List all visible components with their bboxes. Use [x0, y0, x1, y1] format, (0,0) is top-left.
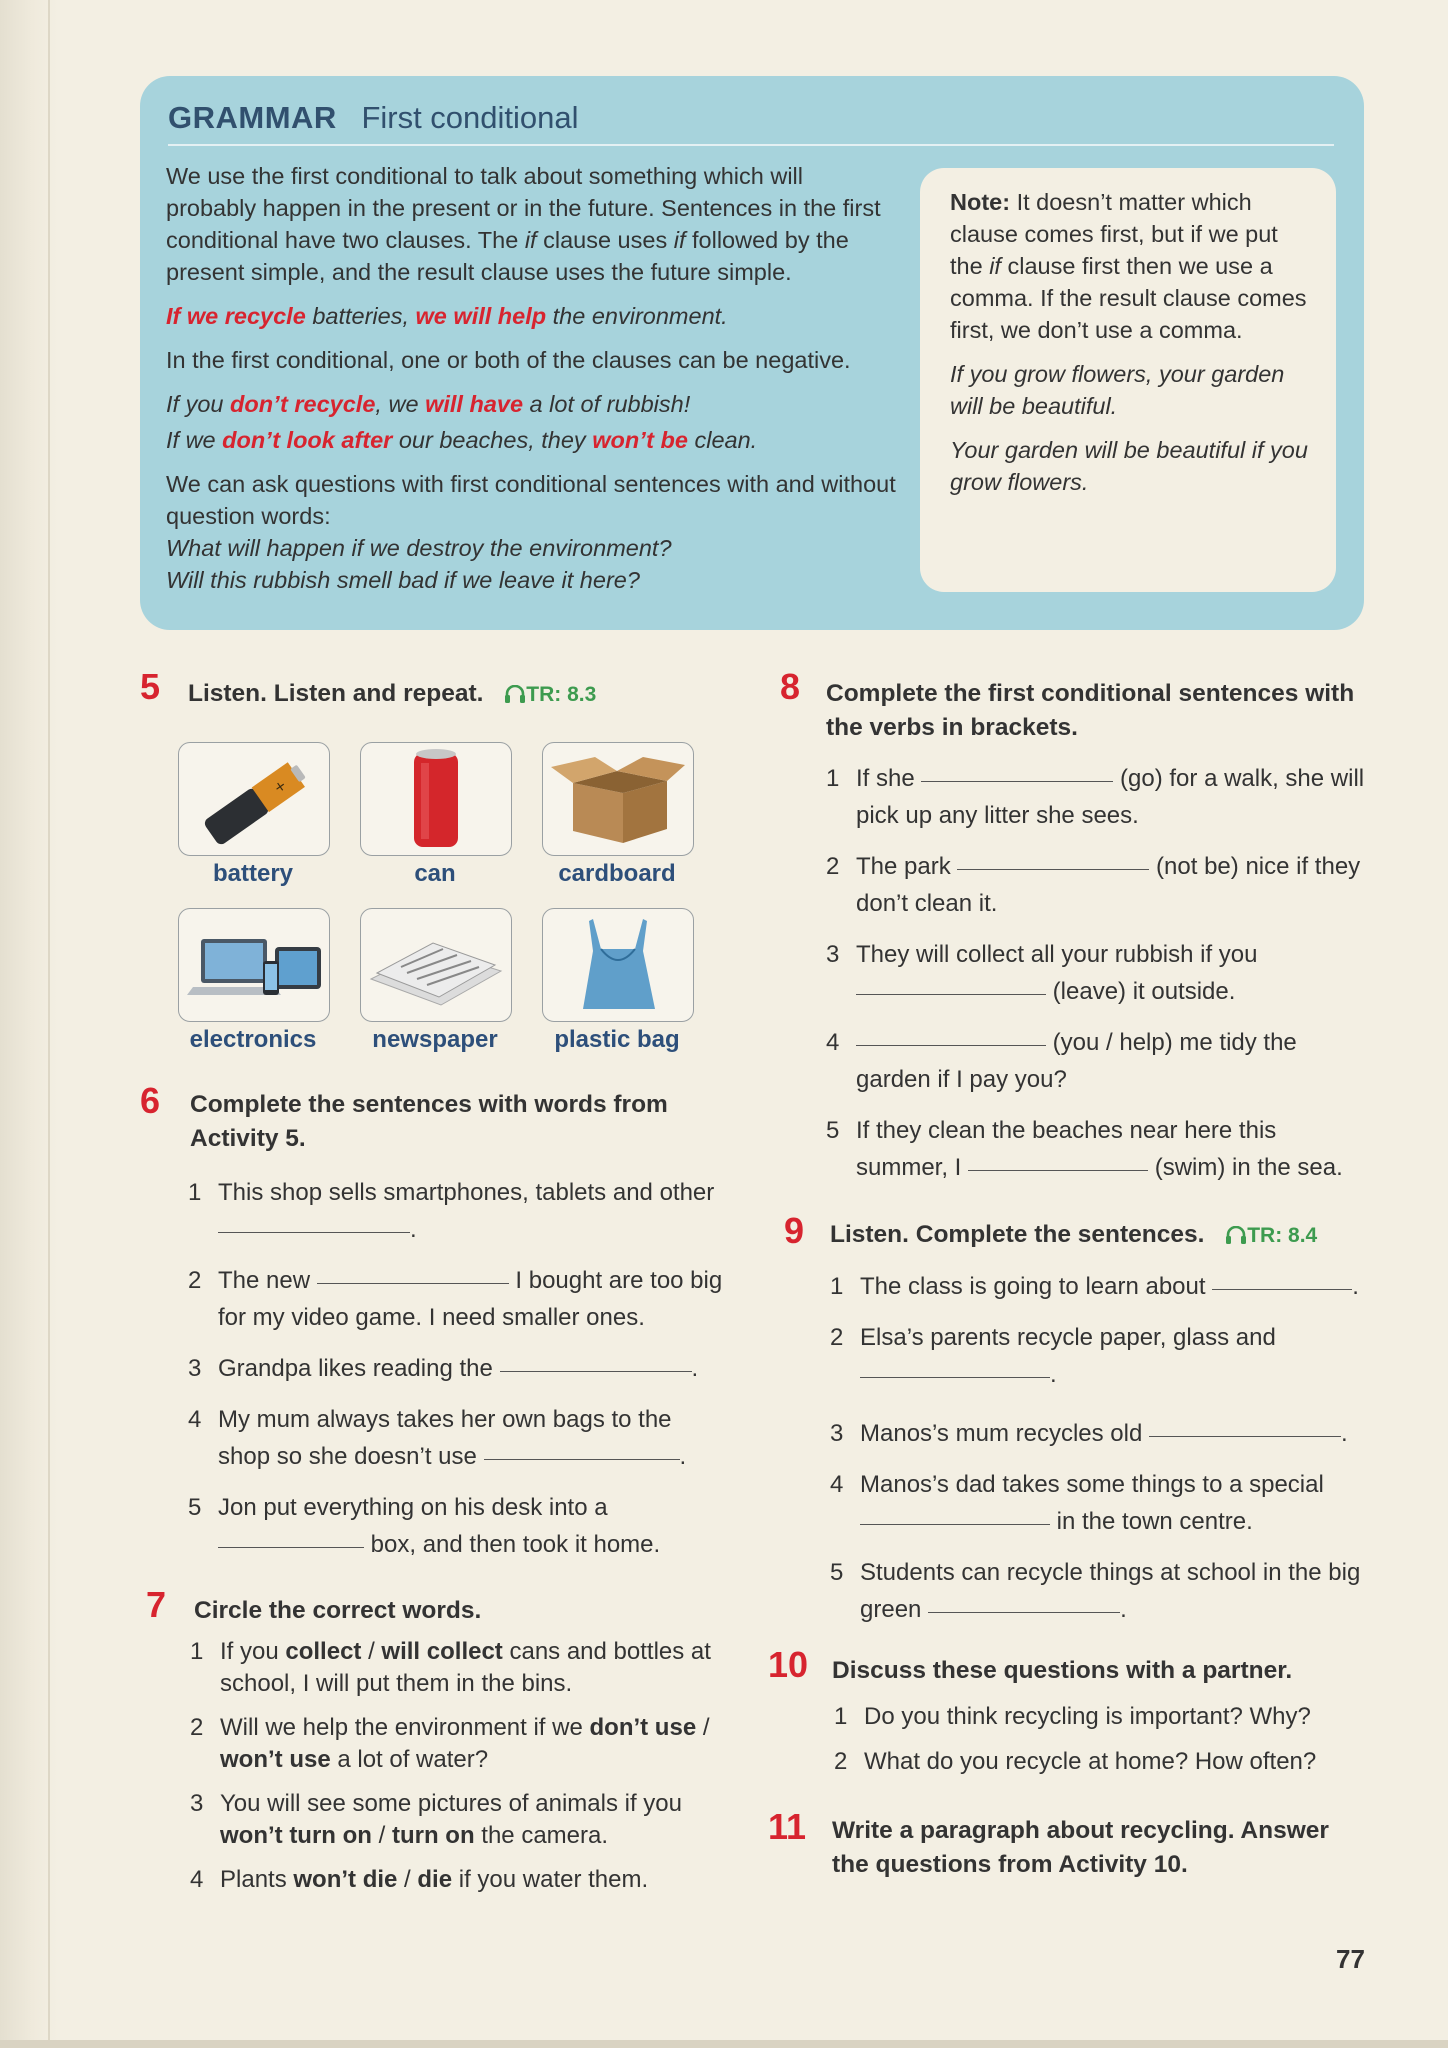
cardboard-label: cardboard: [558, 860, 676, 887]
newspaper-image: [360, 908, 512, 1022]
exercise-7-item-4: 4 Plants won’t die / die if you water them.: [190, 1866, 649, 1893]
plastic-bag-icon: [543, 909, 693, 1021]
choice-option[interactable]: don’t use: [589, 1714, 697, 1741]
exercise-5-number: 5: [140, 666, 161, 707]
exercise-9-items: [830, 1268, 1370, 1642]
grammar-example-1: If we recycle batteries, we will help the environment.: [166, 303, 728, 329]
grammar-paragraph-3: We can ask questions with first conditional sentences with and without question words:: [166, 471, 896, 529]
exercise-9-number: 9: [784, 1210, 805, 1251]
exercise-6-number: 6: [140, 1080, 161, 1121]
exercise-7-item-2: 2 Will we help the environment if we don’t use / won’t use a lot of water?: [190, 1714, 710, 1773]
svg-text:+: +: [271, 777, 290, 797]
grammar-question-2: Will this rubbish smell bad if we leave it here?: [166, 567, 640, 593]
answer-blank[interactable]: [317, 1282, 509, 1284]
exercise-9-item-3: 3 Manos’s mum recycles old .: [830, 1420, 1348, 1447]
exercise-11-heading: Write a paragraph about recycling. Answer the questions from Activity 10.: [832, 1817, 1329, 1878]
answer-blank[interactable]: [856, 1044, 1046, 1046]
answer-blank[interactable]: [860, 1523, 1050, 1525]
exercise-8-item-4: 4 (you / help) me tidy the garden if I pay you?: [826, 1029, 1297, 1093]
exercise-6-item-5: 5 Jon put everything on his desk into a box, and then took it home.: [188, 1494, 661, 1558]
answer-blank[interactable]: [218, 1231, 410, 1233]
choice-option[interactable]: collect: [285, 1638, 362, 1665]
exercise-8-item-5: 5 If they clean the beaches near here this summer, I (swim) in the sea.: [826, 1117, 1343, 1181]
answer-blank[interactable]: [957, 868, 1149, 870]
exercise-9-item-2: 2 Elsa’s parents recycle paper, glass and .: [830, 1324, 1276, 1388]
answer-blank[interactable]: [856, 993, 1046, 995]
cardboard-box-icon: [543, 743, 693, 855]
grammar-title: GRAMMAR First conditional: [168, 100, 579, 135]
grammar-paragraph-2: In the first conditional, one or both of the clauses can be negative.: [166, 347, 851, 373]
answer-blank[interactable]: [500, 1370, 692, 1372]
exercise-10-item-2: 2 What do you recycle at home? How often?: [834, 1748, 1317, 1775]
choice-option[interactable]: won’t use: [220, 1746, 331, 1773]
newspaper-label: newspaper: [372, 1026, 498, 1053]
exercise-9-item-5: 5 Students can recycle things at school in the big green .: [830, 1559, 1361, 1623]
exercise-8-item-1: 1 If she (go) for a walk, she will pick up any litter she sees.: [826, 765, 1365, 829]
grammar-question-1: What will happen if we destroy the environment?: [166, 535, 672, 561]
exercise-6-item-2: 2 The new I bought are too big for my video game. I need smaller ones.: [188, 1267, 723, 1331]
grammar-paragraph-1: We use the first conditional to talk about something which will probably happen in the present or in the future. Sentences in the first conditional have two clauses. The if clause uses if followed by the present simple, and the result clause uses the future simple.: [166, 163, 881, 285]
answer-blank[interactable]: [968, 1169, 1148, 1171]
electronics-label: electronics: [189, 1026, 317, 1053]
plastic-bag-image: [542, 908, 694, 1022]
answer-blank[interactable]: [1212, 1288, 1352, 1290]
exercise-8-number: 8: [780, 666, 801, 707]
page-binding-edge: [0, 0, 58, 2048]
cardboard-image: [542, 742, 694, 856]
exercise-6-item-4: 4 My mum always takes her own bags to the shop so she doesn’t use .: [188, 1406, 687, 1470]
grammar-divider: [168, 144, 1334, 146]
newspaper-icon: [361, 909, 511, 1021]
exercise-10-item-1: 1 Do you think recycling is important? Why?: [834, 1703, 1311, 1730]
choice-option[interactable]: will collect: [381, 1638, 503, 1665]
note-text: Note: It doesn’t matter which clause comes first, but if we put the if clause first then we use a comma. If the result clause comes first, we don’t use a comma.: [950, 189, 1307, 343]
can-icon: [361, 743, 511, 855]
exercise-6-item-3: 3 Grandpa likes reading the .: [188, 1355, 699, 1382]
note-example-2: Your garden will be beautiful if you grow flowers.: [950, 437, 1308, 495]
plastic-bag-label: plastic bag: [554, 1026, 680, 1053]
exercise-7-items: [190, 1636, 730, 1908]
answer-blank[interactable]: [921, 780, 1113, 782]
exercise-6-item-1: 1 This shop sells smartphones, tablets and other .: [188, 1179, 715, 1243]
exercise-8-heading: Complete the first conditional sentences with the verbs in brackets.: [826, 680, 1355, 741]
exercise-6-items: [188, 1174, 728, 1577]
page-number: 77: [1336, 1944, 1365, 1974]
audio-track[interactable]: TR: 8.3: [504, 680, 596, 707]
exercise-7-item-1: 1 If you collect / will collect cans and bottles at school, I will put them in the bins.: [190, 1638, 711, 1697]
grammar-example-2: If you don’t recycle, we will have a lot of rubbish!: [166, 391, 691, 417]
exercise-9-item-4: 4 Manos’s dad takes some things to a special in the town centre.: [830, 1471, 1324, 1535]
page-bottom-edge: [0, 2040, 1448, 2048]
grammar-example-3: If we don’t look after our beaches, they won’t be clean.: [166, 427, 758, 453]
exercise-10-number: 10: [768, 1644, 809, 1685]
exercise-7-number: 7: [146, 1584, 167, 1625]
exercise-10-heading: Discuss these questions with a partner.: [832, 1657, 1293, 1684]
answer-blank[interactable]: [928, 1611, 1120, 1613]
note-example-1: If you grow flowers, your garden will be beautiful.: [950, 361, 1285, 419]
exercise-8-item-2: 2 The park (not be) nice if they don’t clean it.: [826, 853, 1361, 917]
answer-blank[interactable]: [484, 1458, 680, 1460]
electronics-image: [178, 908, 330, 1022]
electronics-icon: [179, 909, 329, 1021]
battery-label: battery: [212, 860, 294, 887]
exercise-5-heading: Listen. Listen and repeat. TR: 8.3: [188, 680, 597, 707]
choice-option[interactable]: die: [417, 1866, 453, 1893]
exercise-10-items: [834, 1698, 1374, 1794]
battery-icon: [179, 743, 329, 855]
note-box: [920, 168, 1336, 592]
can-label: can: [414, 860, 456, 887]
choice-option[interactable]: won’t turn on: [220, 1822, 372, 1849]
grammar-explanation: [166, 160, 896, 596]
headphones-icon: [504, 685, 526, 703]
exercise-7-heading: Circle the correct words.: [194, 1597, 482, 1624]
grammar-box: [140, 76, 1364, 630]
audio-track[interactable]: TR: 8.4: [1225, 1221, 1317, 1248]
battery-image: [178, 742, 330, 856]
exercise-7-item-3: 3 You will see some pictures of animals if you won’t turn on / turn on the camera.: [190, 1790, 682, 1849]
exercise-6-heading: Complete the sentences with words from Activity 5.: [190, 1091, 668, 1152]
choice-option[interactable]: turn on: [391, 1822, 475, 1849]
headphones-icon: [1225, 1226, 1247, 1244]
exercise-9-heading: Listen. Complete the sentences. TR: 8.4: [830, 1221, 1318, 1248]
answer-blank[interactable]: [1149, 1435, 1341, 1437]
answer-blank[interactable]: [218, 1546, 364, 1548]
exercise-8-items: [826, 760, 1366, 1200]
answer-blank[interactable]: [860, 1376, 1050, 1378]
can-image: [360, 742, 512, 856]
exercise-9-item-1: 1 The class is going to learn about .: [830, 1273, 1359, 1300]
exercise-8-item-3: 3 They will collect all your rubbish if you (leave) it outside.: [826, 941, 1258, 1005]
exercise-11-number: 11: [768, 1806, 807, 1847]
choice-option[interactable]: won’t die: [293, 1866, 398, 1893]
